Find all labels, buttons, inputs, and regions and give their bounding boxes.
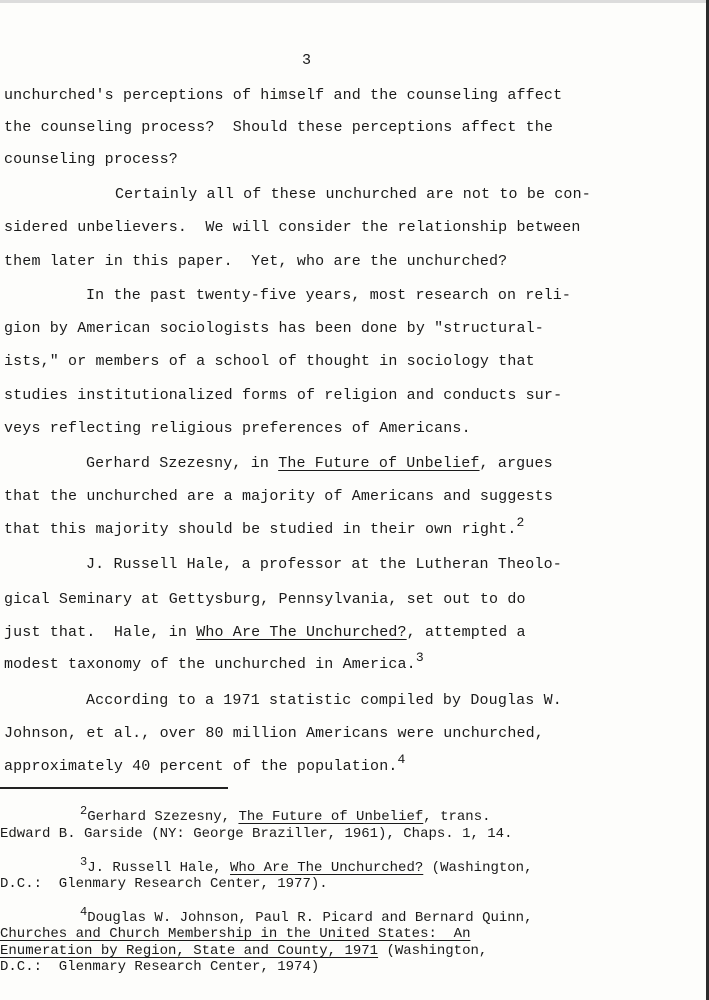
body-line: unchurched's perceptions of himself and the counseling affect [4, 87, 563, 104]
text-run: that this majority should be studied in their own right. [4, 521, 517, 538]
body-line: gical Seminary at Gettysburg, Pennsylvania, set out to do [4, 591, 526, 608]
body-line [4, 515, 525, 539]
body-line: sidered unbelievers. We will consider the relationship between [4, 219, 581, 236]
footnote-marker: 2 [80, 804, 88, 818]
text-run: , attempted a [406, 624, 526, 641]
body-line: gion by American sociologists has been done by "structural- [4, 320, 544, 337]
footnote-4-line4: D.C.: Glenmary Research Center, 1974) [0, 959, 320, 975]
body-line: Certainly all of these unchurched are not to be con- [115, 186, 591, 203]
body-line: that the unchurched are a majority of Americans and suggests [4, 488, 554, 505]
body-line [4, 650, 424, 674]
footnote-marker: 4 [80, 905, 88, 919]
text-run: , trans. [423, 809, 491, 825]
book-title: Enumeration by Region, State and County, 1971 [0, 943, 379, 959]
text-run: J. Russell Hale, [87, 860, 231, 876]
body-line: In the past twenty-five years, most research on reli- [86, 287, 572, 304]
footnote-divider [0, 787, 228, 789]
footnote-4-line1 [80, 905, 533, 926]
footnote-ref: 2 [516, 515, 525, 530]
book-title: Who Are The Unchurched? [230, 860, 424, 876]
body-line: According to a 1971 statistic compiled by Douglas W. [86, 692, 562, 709]
book-title: The Future of Unbelief [238, 809, 424, 825]
page-number: 3 [302, 52, 312, 69]
footnote-marker: 3 [80, 855, 88, 869]
body-line: Johnson, et al., over 80 million Americans were unchurched, [4, 725, 544, 742]
body-line: the counseling process? Should these perceptions affect the [4, 119, 554, 136]
footnote-2-line2: Edward B. Garside (NY: George Braziller, 1961), Chaps. 1, 14. [0, 826, 513, 842]
text-run: Gerhard Szezesny, [87, 809, 239, 825]
body-line [4, 752, 406, 776]
body-line: veys reflecting religious preferences of Americans. [4, 420, 471, 437]
book-title: Who Are The Unchurched? [196, 624, 407, 641]
footnote-4-line3 [0, 943, 487, 959]
body-line [4, 624, 526, 642]
text-run: just that. Hale, in [4, 624, 197, 641]
footnote-ref: 4 [397, 752, 406, 767]
footnote-ref: 3 [415, 650, 424, 665]
text-run: modest taxonomy of the unchurched in America. [4, 656, 416, 673]
body-line: J. Russell Hale, a professor at the Lutheran Theolo- [86, 556, 562, 573]
body-line [86, 455, 553, 473]
text-run: Gerhard Szezesny, in [86, 455, 279, 472]
body-line: ists," or members of a school of thought in sociology that [4, 353, 535, 370]
footnote-4-title-line: Churches and Church Membership in the United States: An [0, 926, 471, 942]
body-line: counseling process? [4, 151, 178, 168]
footnote-3-line2: D.C.: Glenmary Research Center, 1977). [0, 876, 328, 892]
footnote-3-line1 [80, 855, 533, 876]
text-run: approximately 40 percent of the population. [4, 758, 398, 775]
text-run: , argues [479, 455, 553, 472]
body-line: studies institutionalized forms of religion and conducts sur- [4, 387, 563, 404]
text-run: (Washington, [378, 943, 488, 959]
body-line: them later in this paper. Yet, who are the unchurched? [4, 253, 508, 270]
footnote-2-line1 [80, 804, 491, 825]
page-top-edge [0, 0, 709, 3]
text-run: Douglas W. Johnson, Paul R. Picard and Bernard Quinn, [87, 910, 533, 926]
text-run: (Washington, [423, 860, 533, 876]
book-title: The Future of Unbelief [278, 455, 480, 472]
